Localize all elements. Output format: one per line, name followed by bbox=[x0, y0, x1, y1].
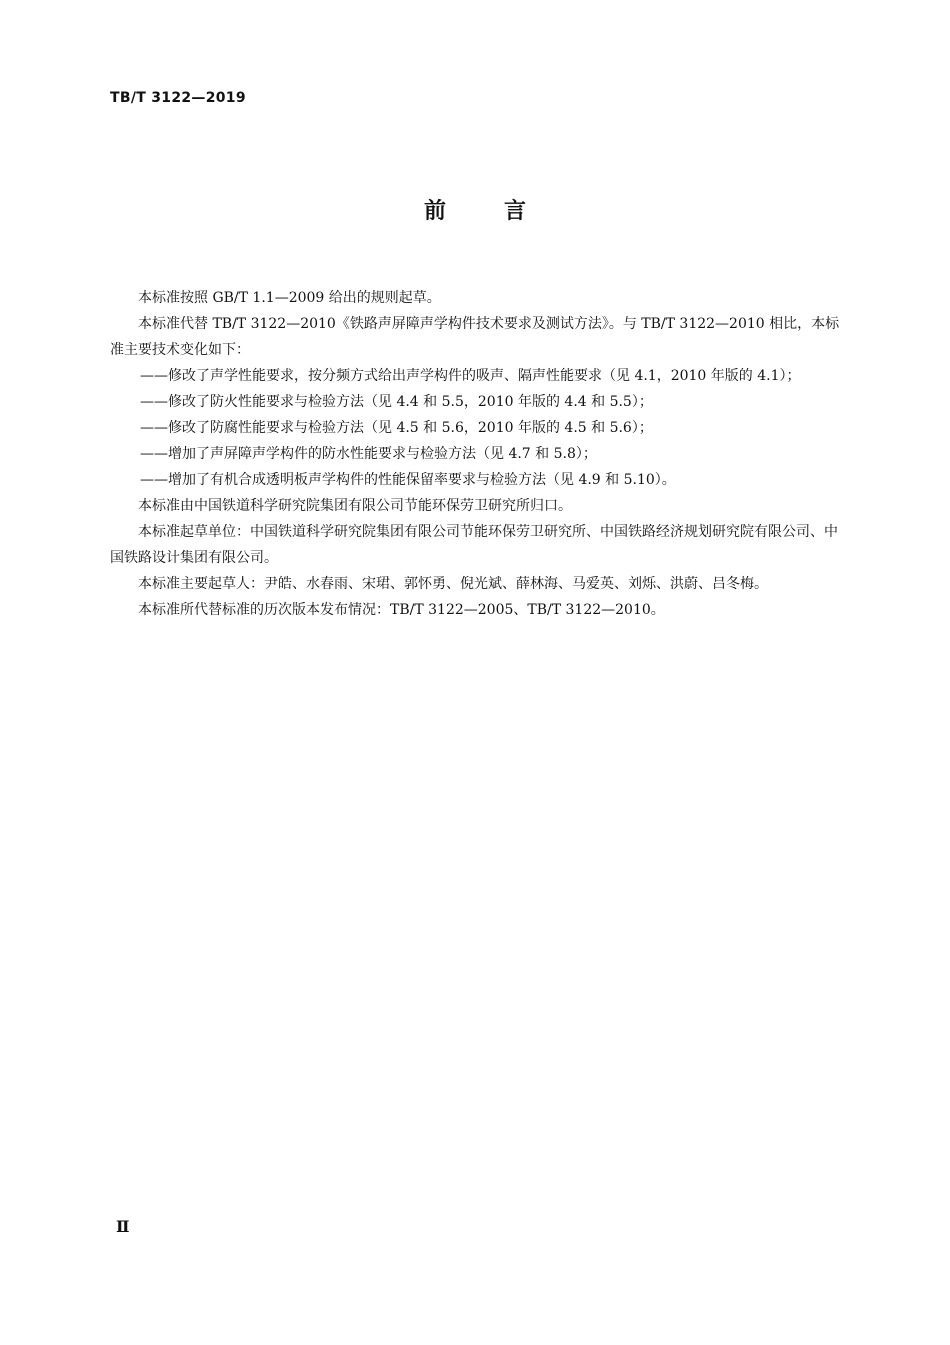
paragraph-replaces: 本标准代替 TB/T 3122—2010《铁路声屏障声学构件技术要求及测试方法》。与 TB/T 3122—2010 相比，本标准主要技术变化如下： bbox=[110, 316, 840, 358]
foreword-body bbox=[110, 285, 850, 623]
list-item-change: ——修改了防腐性能要求与检验方法（见 4.5 和 5.6，2010 年版的 4.5 和 5.6）； bbox=[140, 420, 653, 436]
section-title bbox=[0, 194, 950, 225]
page-number: Ⅱ bbox=[116, 1217, 130, 1236]
list-item-change: ——修改了防火性能要求与检验方法（见 4.4 和 5.5，2010 年版的 4.4 和 5.5）； bbox=[140, 394, 653, 410]
paragraph-drafting-units: 本标准起草单位：中国铁道科学研究院集团有限公司节能环保劳卫研究所、中国铁路经济规划研究院有限公司、中国铁路设计集团有限公司。 bbox=[110, 524, 838, 566]
document-code: TB/T 3122—2019 bbox=[110, 90, 246, 106]
list-item-change: ——修改了声学性能要求，按分频方式给出声学构件的吸声、隔声性能要求（见 4.1，2010 年版的 4.1）； bbox=[140, 368, 801, 384]
paragraph-drafters: 本标准主要起草人：尹皓、水春雨、宋珺、郭怀勇、倪光斌、薛林海、马爱英、刘烁、洪蔚、吕冬梅。 bbox=[138, 576, 768, 592]
title-char-1: 前 bbox=[423, 199, 446, 224]
list-item-change: ——增加了声屏障声学构件的防水性能要求与检验方法（见 4.7 和 5.8）； bbox=[140, 446, 597, 462]
list-item-change: ——增加了有机合成透明板声学构件的性能保留率要求与检验方法（见 4.9 和 5.10）。 bbox=[140, 472, 676, 488]
paragraph-drafting-rules: 本标准按照 GB/T 1.1—2009 给出的规则起草。 bbox=[138, 290, 441, 306]
title-char-2: 言 bbox=[504, 199, 527, 224]
paragraph-previous-editions: 本标准所代替标准的历次版本发布情况：TB/T 3122—2005、TB/T 3122—2010。 bbox=[138, 602, 665, 618]
paragraph-proposed-by: 本标准由中国铁道科学研究院集团有限公司节能环保劳卫研究所归口。 bbox=[138, 498, 572, 514]
